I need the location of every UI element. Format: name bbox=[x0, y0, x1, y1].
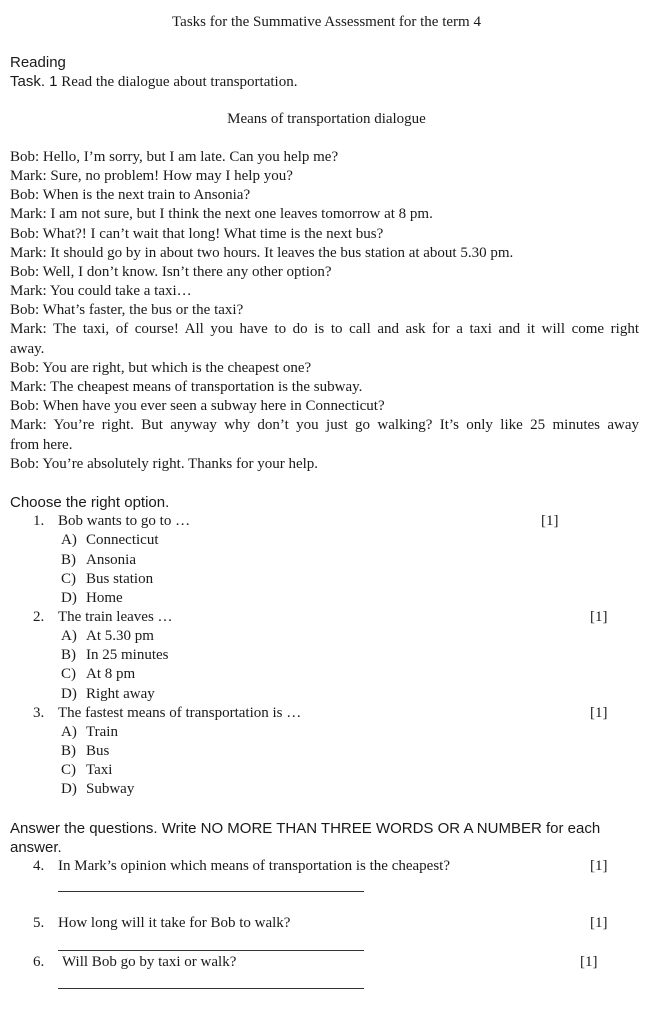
question-text: The fastest means of transportation is … bbox=[58, 705, 302, 721]
option-letter: A) bbox=[61, 532, 77, 548]
option-letter: A) bbox=[61, 724, 77, 740]
dialogue-line: Mark: You could take a taxi… bbox=[10, 283, 192, 299]
question-number: 3. bbox=[33, 705, 45, 721]
dialogue-line: Bob: You’re absolutely right. Thanks for your help. bbox=[10, 456, 319, 472]
answer-heading: Answer the questions. Write NO MORE THAN THREE WORDS OR A NUMBER for each bbox=[10, 820, 601, 837]
option-text: Subway bbox=[86, 781, 135, 797]
choose-heading: Choose the right option. bbox=[10, 494, 170, 511]
question-text: Bob wants to go to … bbox=[58, 513, 191, 529]
task-instruction bbox=[10, 73, 297, 91]
option-text: Bus bbox=[86, 743, 110, 759]
question-mark: [1] bbox=[541, 513, 559, 529]
task-text: Read the dialogue about transportation. bbox=[61, 74, 298, 90]
answer-line[interactable] bbox=[58, 891, 364, 892]
option-text: Bus station bbox=[86, 571, 154, 587]
page-title: Tasks for the Summative Assessment for the term 4 bbox=[172, 14, 481, 30]
option-letter: B) bbox=[61, 743, 76, 759]
option-letter: C) bbox=[61, 762, 76, 778]
question-text: In Mark’s opinion which means of transportation is the cheapest? bbox=[58, 858, 450, 874]
question-number: 6. bbox=[33, 954, 45, 970]
option-letter: C) bbox=[61, 571, 76, 587]
question-number: 2. bbox=[33, 609, 45, 625]
question-number: 5. bbox=[33, 915, 45, 931]
dialogue-line: Bob: You are right, but which is the cheapest one? bbox=[10, 360, 312, 376]
dialogue-line: away. bbox=[10, 341, 45, 357]
option-letter: A) bbox=[61, 628, 77, 644]
question-text: The train leaves … bbox=[58, 609, 173, 625]
option-text: Train bbox=[86, 724, 118, 740]
question-number: 4. bbox=[33, 858, 45, 874]
question-mark: [1] bbox=[580, 954, 598, 970]
dialogue-line: Bob: What?! I can’t wait that long! What time is the next bus? bbox=[10, 226, 384, 242]
option-text: In 25 minutes bbox=[86, 647, 169, 663]
option-text: Right away bbox=[86, 686, 155, 702]
option-letter: D) bbox=[61, 781, 77, 797]
option-text: Taxi bbox=[86, 762, 113, 778]
question-mark: [1] bbox=[590, 705, 608, 721]
dialogue-line: Mark: You’re right. But anyway why don’t you just go walking? It’s only like 25 minutes away bbox=[10, 417, 639, 433]
option-text: Ansonia bbox=[86, 552, 136, 568]
dialogue-line: Mark: The taxi, of course! All you have to do is to call and ask for a taxi and it will come right bbox=[10, 321, 639, 337]
option-letter: D) bbox=[61, 590, 77, 606]
dialogue-line: Bob: Hello, I’m sorry, but I am late. Can you help me? bbox=[10, 149, 339, 165]
dialogue-title: Means of transportation dialogue bbox=[227, 111, 426, 127]
dialogue-line: Mark: It should go by in about two hours. It leaves the bus station at about 5.30 pm. bbox=[10, 245, 514, 261]
option-letter: B) bbox=[61, 552, 76, 568]
question-number: 1. bbox=[33, 513, 45, 529]
option-text: Home bbox=[86, 590, 123, 606]
dialogue-line: Mark: Sure, no problem! How may I help you? bbox=[10, 168, 293, 184]
question-text: Will Bob go by taxi or walk? bbox=[62, 954, 237, 970]
question-mark: [1] bbox=[590, 609, 608, 625]
option-letter: D) bbox=[61, 686, 77, 702]
question-mark: [1] bbox=[590, 915, 608, 931]
dialogue-line: Mark: The cheapest means of transportation is the subway. bbox=[10, 379, 363, 395]
dialogue-line: Bob: When have you ever seen a subway here in Connecticut? bbox=[10, 398, 385, 414]
dialogue-line: Mark: I am not sure, but I think the next one leaves tomorrow at 8 pm. bbox=[10, 206, 433, 222]
answer-line[interactable] bbox=[58, 950, 364, 951]
option-letter: B) bbox=[61, 647, 76, 663]
task-label: Task. 1 bbox=[10, 73, 58, 90]
option-text: At 8 pm bbox=[86, 666, 136, 682]
answer-line[interactable] bbox=[58, 988, 364, 989]
option-text: Connecticut bbox=[86, 532, 159, 548]
dialogue-line: Bob: What’s faster, the bus or the taxi? bbox=[10, 302, 244, 318]
dialogue-line: from here. bbox=[10, 437, 73, 453]
dialogue-line: Bob: When is the next train to Ansonia? bbox=[10, 187, 251, 203]
section-reading-heading: Reading bbox=[10, 54, 66, 71]
option-text: At 5.30 pm bbox=[86, 628, 154, 644]
option-letter: C) bbox=[61, 666, 76, 682]
question-mark: [1] bbox=[590, 858, 608, 874]
answer-heading-continued: answer. bbox=[10, 839, 62, 856]
dialogue-line: Bob: Well, I don’t know. Isn’t there any other option? bbox=[10, 264, 332, 280]
question-text: How long will it take for Bob to walk? bbox=[58, 915, 291, 931]
